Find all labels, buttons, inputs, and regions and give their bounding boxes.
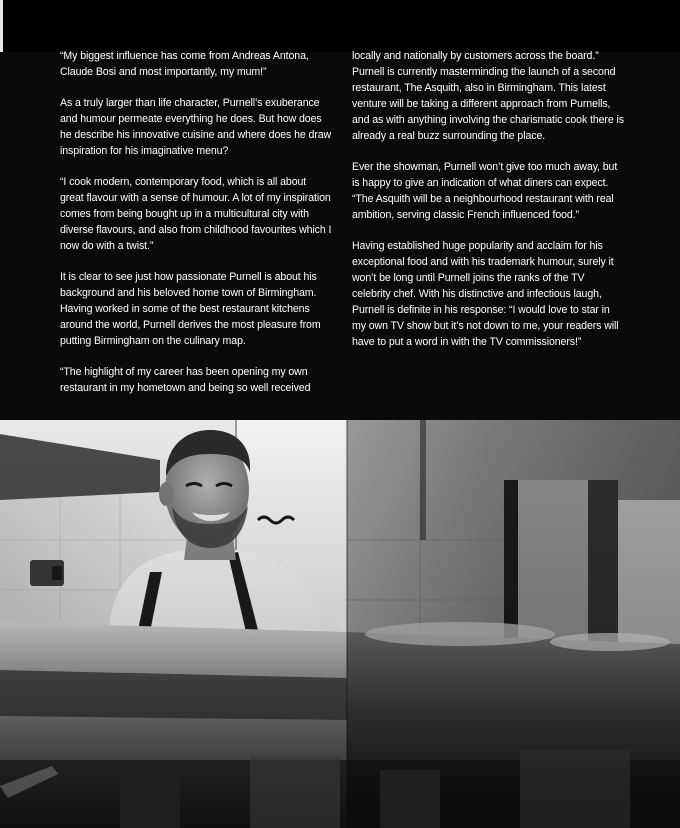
paragraph-left-3: “I cook modern, contemporary food, which is all about great flavour with a sense of humour. A lot of my inspiration comes from being bought up in a multicultural city with diverse flavours, and also from childhood favourites which I now do with a twist.” xyxy=(60,176,332,252)
paragraph-right-1: locally and nationally by customers across the board.” Purnell is currently masterminding the launch of a second restaurant, The Asquith, also in Birmingham. This latest venture will be taking a different approach from Purnells, and as with anything involving the charismatic cook there is already a real buzz surrounding the place. xyxy=(352,50,624,142)
paragraph-left-5: “The highlight of my career has been opening my own restaurant in my hometown and being so well received xyxy=(60,366,311,394)
paragraph-right-2: Ever the showman, Purnell won’t give too much away, but is happy to give an indication of what diners can expect. “The Asquith will be a neighbourhood restaurant with real ambition, serving classic French influenced food.” xyxy=(352,161,618,221)
article-right-column xyxy=(352,48,624,365)
article-left-column xyxy=(60,48,332,411)
paragraph-left-1: “My biggest influence has come from Andreas Antona, Claude Bosi and most importantly, my mum!” xyxy=(60,50,309,78)
top-header-bar xyxy=(0,0,680,52)
photo-illustration xyxy=(0,420,680,828)
header-edge-marker xyxy=(0,0,3,52)
paragraph-right-3: Having established huge popularity and acclaim for his exceptional food and with his trademark humour, surely it won’t be long until Purnell joins the ranks of the TV celebrity chef. With his distinctive and infectious laugh, Purnell is definite in his response: “I would love to star in my own TV show but it’s not down to me, your readers will have to put a word in with the TV commissioners!” xyxy=(352,240,619,348)
paragraph-left-4: It is clear to see just how passionate Purnell is about his background and his beloved home town of Birmingham. Having worked in some of the best restaurant kitchens around the world, Purnell derives the most pleasure from putting Birmingham on the culinary map. xyxy=(60,271,321,347)
chef-kitchen-photo xyxy=(0,420,680,828)
paragraph-left-2: As a truly larger than life character, Purnell’s exuberance and humour permeate everything he does. But how does he describe his innovative cuisine and where does he draw inspiration for his imaginative menu? xyxy=(60,97,332,157)
